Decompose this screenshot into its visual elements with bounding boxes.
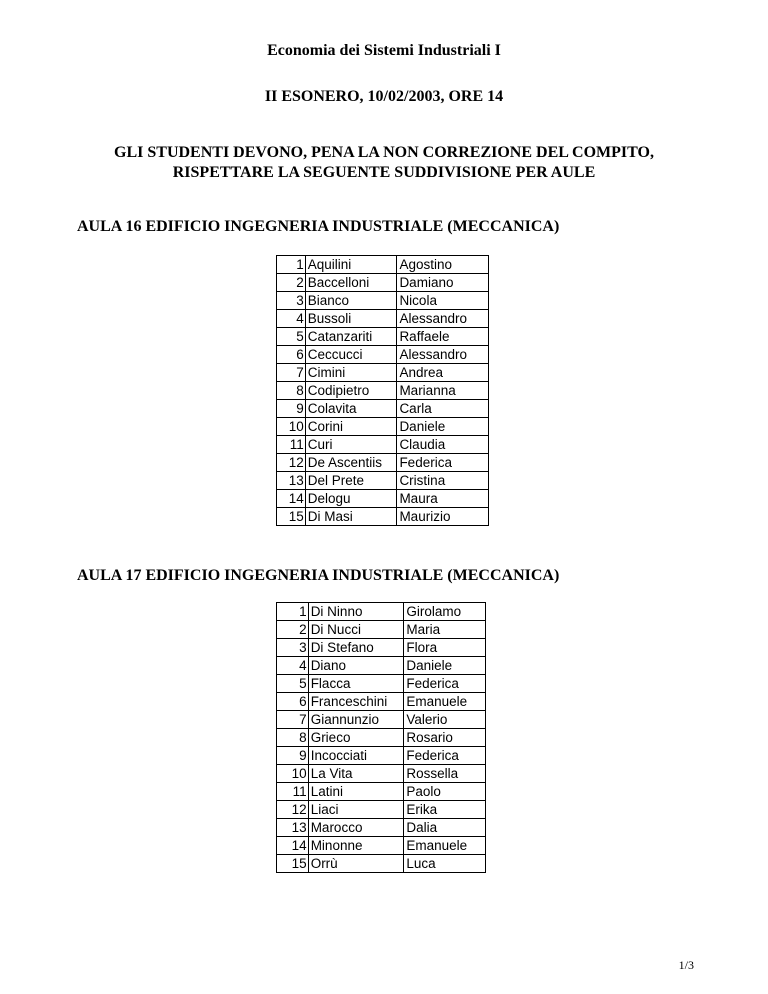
first-name-cell: Cristina xyxy=(397,472,489,490)
first-name-cell: Daniele xyxy=(397,418,489,436)
first-name-cell: Rosario xyxy=(404,729,486,747)
notice-line-2: RISPETTARE LA SEGUENTE SUDDIVISIONE PER AULE xyxy=(172,164,596,181)
surname-cell: Colavita xyxy=(305,400,397,418)
row-number: 11 xyxy=(277,436,306,454)
row-number: 11 xyxy=(277,783,309,801)
notice-line-1: GLI STUDENTI DEVONO, PENA LA NON CORREZIONE DEL COMPITO, xyxy=(114,144,654,161)
table-row xyxy=(277,603,486,621)
surname-cell: La Vita xyxy=(308,765,404,783)
table-row xyxy=(277,729,486,747)
first-name-cell: Andrea xyxy=(397,364,489,382)
table-row xyxy=(277,490,489,508)
row-number: 6 xyxy=(277,693,309,711)
surname-cell: Marocco xyxy=(308,819,404,837)
table-row xyxy=(277,256,489,274)
row-number: 4 xyxy=(277,310,306,328)
table-row xyxy=(277,675,486,693)
first-name-cell: Federica xyxy=(404,747,486,765)
row-number: 14 xyxy=(277,490,306,508)
roster-table-aula-17 xyxy=(276,602,486,873)
first-name-cell: Girolamo xyxy=(404,603,486,621)
row-number: 12 xyxy=(277,801,309,819)
notice xyxy=(0,143,768,183)
surname-cell: Cimini xyxy=(305,364,397,382)
row-number: 2 xyxy=(277,621,309,639)
table-row xyxy=(277,819,486,837)
row-number: 5 xyxy=(277,675,309,693)
row-number: 7 xyxy=(277,364,306,382)
surname-cell: Giannunzio xyxy=(308,711,404,729)
row-number: 5 xyxy=(277,328,306,346)
roster-body xyxy=(277,256,489,526)
first-name-cell: Maurizio xyxy=(397,508,489,526)
first-name-cell: Dalia xyxy=(404,819,486,837)
first-name-cell: Marianna xyxy=(397,382,489,400)
first-name-cell: Alessandro xyxy=(397,310,489,328)
row-number: 3 xyxy=(277,639,309,657)
table-row xyxy=(277,436,489,454)
row-number: 12 xyxy=(277,454,306,472)
surname-cell: Aquilini xyxy=(305,256,397,274)
surname-cell: De Ascentiis xyxy=(305,454,397,472)
table-row xyxy=(277,855,486,873)
table-row xyxy=(277,747,486,765)
first-name-cell: Alessandro xyxy=(397,346,489,364)
first-name-cell: Nicola xyxy=(397,292,489,310)
row-number: 15 xyxy=(277,508,306,526)
surname-cell: Di Stefano xyxy=(308,639,404,657)
surname-cell: Del Prete xyxy=(305,472,397,490)
row-number: 13 xyxy=(277,472,306,490)
table-row xyxy=(277,837,486,855)
table-row xyxy=(277,418,489,436)
first-name-cell: Rossella xyxy=(404,765,486,783)
row-number: 4 xyxy=(277,657,309,675)
surname-cell: Latini xyxy=(308,783,404,801)
table-row xyxy=(277,454,489,472)
surname-cell: Franceschini xyxy=(308,693,404,711)
first-name-cell: Daniele xyxy=(404,657,486,675)
section-heading-aula-16: AULA 16 EDIFICIO INGEGNERIA INDUSTRIALE (MECCANICA) xyxy=(77,218,560,235)
row-number: 9 xyxy=(277,400,306,418)
first-name-cell: Maria xyxy=(404,621,486,639)
surname-cell: Orrù xyxy=(308,855,404,873)
course-title: Economia dei Sistemi Industriali I xyxy=(267,42,501,59)
table-row xyxy=(277,765,486,783)
row-number: 10 xyxy=(277,418,306,436)
surname-cell: Flacca xyxy=(308,675,404,693)
section-heading-aula-17: AULA 17 EDIFICIO INGEGNERIA INDUSTRIALE (MECCANICA) xyxy=(77,567,560,584)
first-name-cell: Agostino xyxy=(397,256,489,274)
surname-cell: Bianco xyxy=(305,292,397,310)
table-row xyxy=(277,693,486,711)
row-number: 3 xyxy=(277,292,306,310)
table-row xyxy=(277,328,489,346)
surname-cell: Ceccucci xyxy=(305,346,397,364)
surname-cell: Minonne xyxy=(308,837,404,855)
surname-cell: Di Nucci xyxy=(308,621,404,639)
table-row xyxy=(277,783,486,801)
first-name-cell: Carla xyxy=(397,400,489,418)
table-row xyxy=(277,292,489,310)
table-row xyxy=(277,382,489,400)
first-name-cell: Paolo xyxy=(404,783,486,801)
first-name-cell: Claudia xyxy=(397,436,489,454)
first-name-cell: Flora xyxy=(404,639,486,657)
first-name-cell: Raffaele xyxy=(397,328,489,346)
table-row xyxy=(277,472,489,490)
first-name-cell: Luca xyxy=(404,855,486,873)
first-name-cell: Maura xyxy=(397,490,489,508)
surname-cell: Di Ninno xyxy=(308,603,404,621)
surname-cell: Codipietro xyxy=(305,382,397,400)
surname-cell: Di Masi xyxy=(305,508,397,526)
surname-cell: Catanzariti xyxy=(305,328,397,346)
table-row xyxy=(277,364,489,382)
surname-cell: Bussoli xyxy=(305,310,397,328)
page-number: 1/3 xyxy=(678,958,694,972)
surname-cell: Baccelloni xyxy=(305,274,397,292)
first-name-cell: Erika xyxy=(404,801,486,819)
row-number: 13 xyxy=(277,819,309,837)
row-number: 8 xyxy=(277,729,309,747)
table-row xyxy=(277,639,486,657)
surname-cell: Incocciati xyxy=(308,747,404,765)
row-number: 1 xyxy=(277,256,306,274)
first-name-cell: Federica xyxy=(397,454,489,472)
surname-cell: Diano xyxy=(308,657,404,675)
first-name-cell: Emanuele xyxy=(404,837,486,855)
table-row xyxy=(277,621,486,639)
exam-title: II ESONERO, 10/02/2003, ORE 14 xyxy=(264,88,504,105)
row-number: 1 xyxy=(277,603,309,621)
row-number: 6 xyxy=(277,346,306,364)
table-row xyxy=(277,400,489,418)
first-name-cell: Valerio xyxy=(404,711,486,729)
surname-cell: Grieco xyxy=(308,729,404,747)
row-number: 14 xyxy=(277,837,309,855)
surname-cell: Curi xyxy=(305,436,397,454)
table-row xyxy=(277,346,489,364)
table-row xyxy=(277,657,486,675)
table-row xyxy=(277,310,489,328)
surname-cell: Corini xyxy=(305,418,397,436)
surname-cell: Liaci xyxy=(308,801,404,819)
surname-cell: Delogu xyxy=(305,490,397,508)
row-number: 7 xyxy=(277,711,309,729)
roster-table-aula-16 xyxy=(276,255,489,526)
table-row xyxy=(277,508,489,526)
row-number: 8 xyxy=(277,382,306,400)
table-row xyxy=(277,711,486,729)
first-name-cell: Damiano xyxy=(397,274,489,292)
row-number: 9 xyxy=(277,747,309,765)
table-row xyxy=(277,274,489,292)
row-number: 10 xyxy=(277,765,309,783)
table-row xyxy=(277,801,486,819)
row-number: 2 xyxy=(277,274,306,292)
roster-body xyxy=(277,603,486,873)
first-name-cell: Federica xyxy=(404,675,486,693)
first-name-cell: Emanuele xyxy=(404,693,486,711)
row-number: 15 xyxy=(277,855,309,873)
